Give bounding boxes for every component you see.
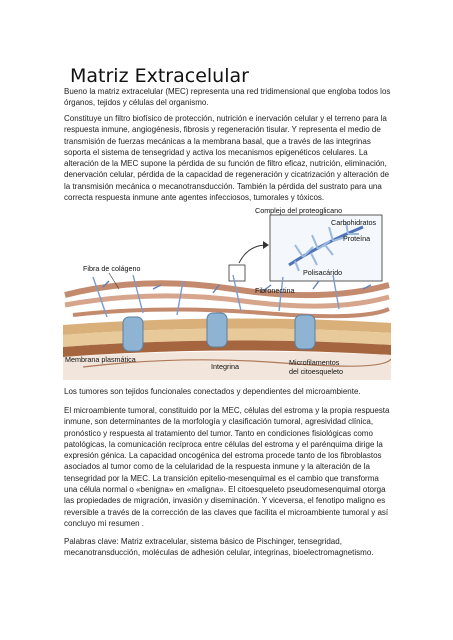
label-plasma-membrane: Membrana plasmática	[65, 355, 136, 364]
label-fibronectin: Fibronectina	[255, 286, 295, 295]
keywords-paragraph: Palabras clave: Matriz extracelular, sistema básico de Pischinger, tensegridad, mecanotransducción, moléculas de adhesión celular, integrinas, bioelectromagnetismo.	[64, 537, 374, 558]
zoom-arrow	[239, 245, 267, 263]
function-paragraph: Constituye un filtro biofísico de protección, nutrición e inervación celular y el terreno para la respuesta inmune, angiogénesis, fibrosis y regeneración tisular. Y representa el medio de transmisión de fuerzas mecánicas a la membrana basal, que a través de las integrinas soporta el sistema de tensegridad y activa los mecanismos epigenéticos celulares. La alteración de la MEC supone la pérdida de su función de filtro eficaz, nutrición, eliminación, denervación celular, pérdida de la capacidad de regeneración y cicatrización y alteración de la transmisión mecánica o mecanotransducción. También la pérdida del sustrato para una correcta respuesta inmune ante agentes infecciosos, tumorales y tóxicos.	[64, 114, 390, 203]
label-proteoglycan-complex: Complejo del proteoglicano	[255, 206, 343, 215]
microenvironment-paragraph: El microambiente tumoral, constituido por la MEC, células del estroma y la propia respuesta inmune, son determinantes de la morfología y clasificación tumoral, agresividad clínica, pronóstico y respuesta al tratamiento del tumor. Tanto en condiciones fisiológicas como patológicas, la comunicación recíproca entre células del estroma y el parénquima dirige la expresión génica. La capacidad oncogénica del estroma procede tanto de los fibroblastos asociados al tumor como de la celularidad de la respuesta inmune y la alteración de la tensegridad por la MEC. La transición epitelio-mesenquimal es el cambio que transforma una célula normal o «benigna» en «maligna». El citoesqueleto pseudomesenquimal otorga las propiedades de migración, invasión y diseminación. Y viceversa, el fenotipo maligno es reversible a través de la corrección de las claves que facilita el microambiente tumoral y así concluyo mi resumen .	[64, 406, 390, 528]
label-carbohydrates: Carbohidratos	[331, 218, 377, 227]
label-collagen-fiber: Fibra de colágeno	[83, 264, 141, 273]
extracellular-matrix-figure	[63, 205, 391, 380]
label-integrin: Integrina	[211, 362, 239, 371]
label-protein: Proteína	[343, 234, 371, 243]
label-microfilaments-line2: del citoesqueleto	[289, 367, 343, 376]
label-microfilaments-line1: Microfilamentos	[289, 358, 340, 367]
label-polysaccharide: Polisacárido	[303, 268, 343, 277]
page-title: Matriz Extracelular	[70, 64, 249, 87]
tumor-paragraph: Los tumores son tejidos funcionales conectados y dependientes del microambiente.	[64, 387, 361, 396]
intro-paragraph: Bueno la matriz extracelular (MEC) representa una red tridimensional que engloba todos los órganos, tejidos y células del organismo.	[64, 87, 391, 108]
zoom-arrow-head	[263, 241, 269, 249]
zoom-marker-box	[229, 265, 245, 281]
